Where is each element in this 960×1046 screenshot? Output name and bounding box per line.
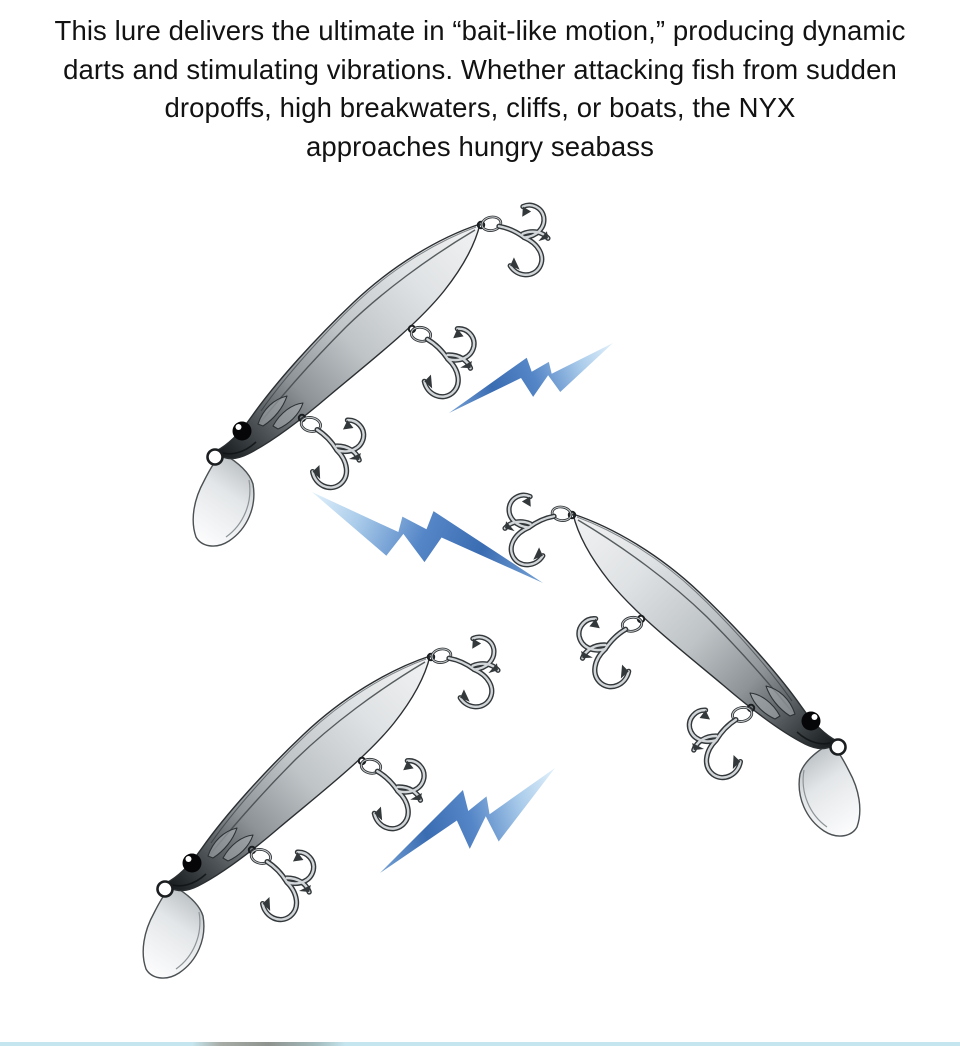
description-line: dropoffs, high breakwaters, cliffs, or boats, the NYX bbox=[164, 92, 796, 124]
product-description bbox=[0, 12, 960, 166]
description-line: This lure delivers the ultimate in “bait-like motion,” producing dynamic bbox=[54, 15, 906, 46]
description-line: darts and stimulating vibrations. Whether attacking fish from sudden bbox=[63, 53, 897, 85]
lightning-bolt-icon bbox=[449, 343, 613, 413]
footer-divider bbox=[0, 1042, 960, 1046]
description-line: approaches hungry seabass bbox=[305, 130, 654, 162]
lightning-bolt-icon bbox=[380, 768, 555, 873]
